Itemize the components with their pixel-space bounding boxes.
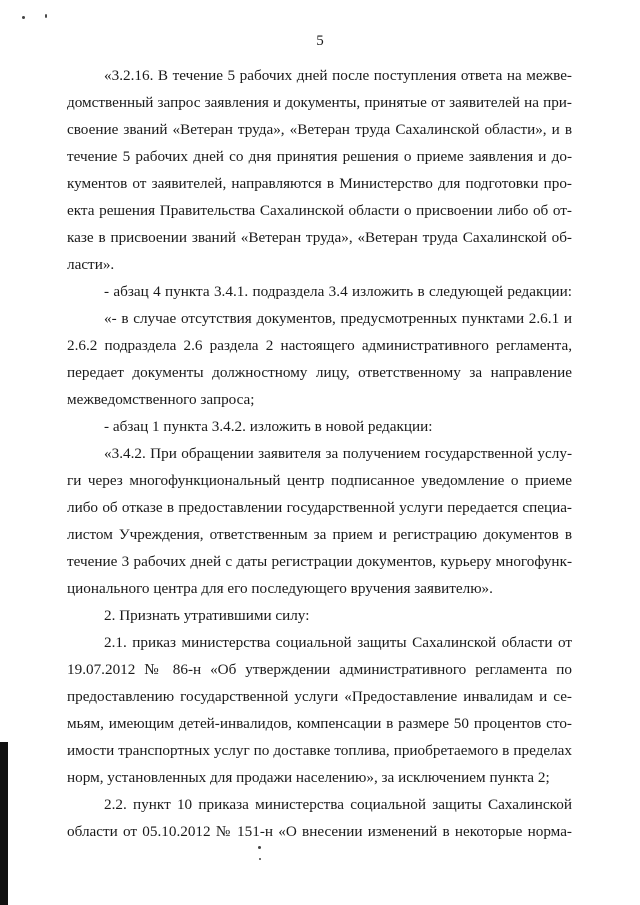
text-line: - абзац 4 пункта 3.4.1. подраздела 3.4 изложить в следующей редакции: <box>104 283 572 300</box>
text-line: листом Учреждения, ответственным за прием и регистрацию документов в <box>67 526 572 543</box>
text-line: «3.2.16. В течение 5 рабочих дней после поступления ответа на межве- <box>104 67 572 84</box>
text-line: екта решения Правительства Сахалинской области о присвоении либо об от- <box>67 202 572 219</box>
text-line: 2.6.2 подраздела 2.6 раздела 2 настоящего административного регламента, <box>67 337 572 354</box>
scan-speck <box>258 846 261 849</box>
text-line: кументов от заявителей, направляются в Министерство для подготовки про- <box>67 175 572 192</box>
text-line: ги через многофункциональный центр подписанное уведомление о приеме <box>67 472 572 489</box>
text-line: мьям, имеющим детей-инвалидов, компенсации в размере 50 процентов сто- <box>67 715 572 732</box>
text-line: - абзац 1 пункта 3.4.2. изложить в новой редакции: <box>104 418 433 435</box>
text-line: либо об отказе в предоставлении государственной услуги передается специа- <box>67 499 572 516</box>
text-line: предоставлению государственной услуги «Предоставление инвалидам и се- <box>67 688 572 705</box>
page-number: 5 <box>316 33 324 49</box>
text-line: «3.4.2. При обращении заявителя за получением государственной услу- <box>104 445 572 462</box>
text-line: 2. Признать утратившими силу: <box>104 607 310 624</box>
text-line: межведомственного запроса; <box>67 391 255 408</box>
scan-speck <box>259 858 261 860</box>
text-line: домственный запрос заявления и документы, принятые от заявителей на при- <box>67 94 572 111</box>
text-line: ционального центра для его последующего вручения заявителю». <box>67 580 493 597</box>
text-line: своение званий «Ветеран труда», «Ветеран труда Сахалинской области», и в <box>67 121 572 138</box>
text-line: 19.07.2012 № 86-н «Об утверждении административного регламента по <box>67 661 572 678</box>
text-line: ласти». <box>67 256 115 273</box>
text-line: норм, установленных для продажи населению», за исключением пункта 2; <box>67 769 550 786</box>
text-line: течение 3 рабочих дней с даты регистрации документов, курьеру многофунк- <box>67 553 572 570</box>
text-line: течение 5 рабочих дней со дня принятия решения о приеме заявления и до- <box>67 148 572 165</box>
text-line: имости транспортных услуг по доставке топлива, приобретаемого в пределах <box>67 742 572 759</box>
scan-edge-mark <box>0 742 8 905</box>
text-line: «- в случае отсутствия документов, предусмотренных пунктами 2.6.1 и <box>104 310 572 327</box>
text-line: казе в присвоении званий «Ветеран труда», «Ветеран труда Сахалинской об- <box>67 229 572 246</box>
text-line: 2.1. приказ министерства социальной защиты Сахалинской области от <box>104 634 572 651</box>
text-line: передает документы должностному лицу, ответственному за направление <box>67 364 572 381</box>
text-line: 2.2. пункт 10 приказа министерства социальной защиты Сахалинской <box>104 796 572 813</box>
scan-speck <box>22 16 25 19</box>
text-line: области от 05.10.2012 № 151-н «О внесении изменений в некоторые норма- <box>67 823 572 840</box>
scan-speck <box>45 14 47 18</box>
